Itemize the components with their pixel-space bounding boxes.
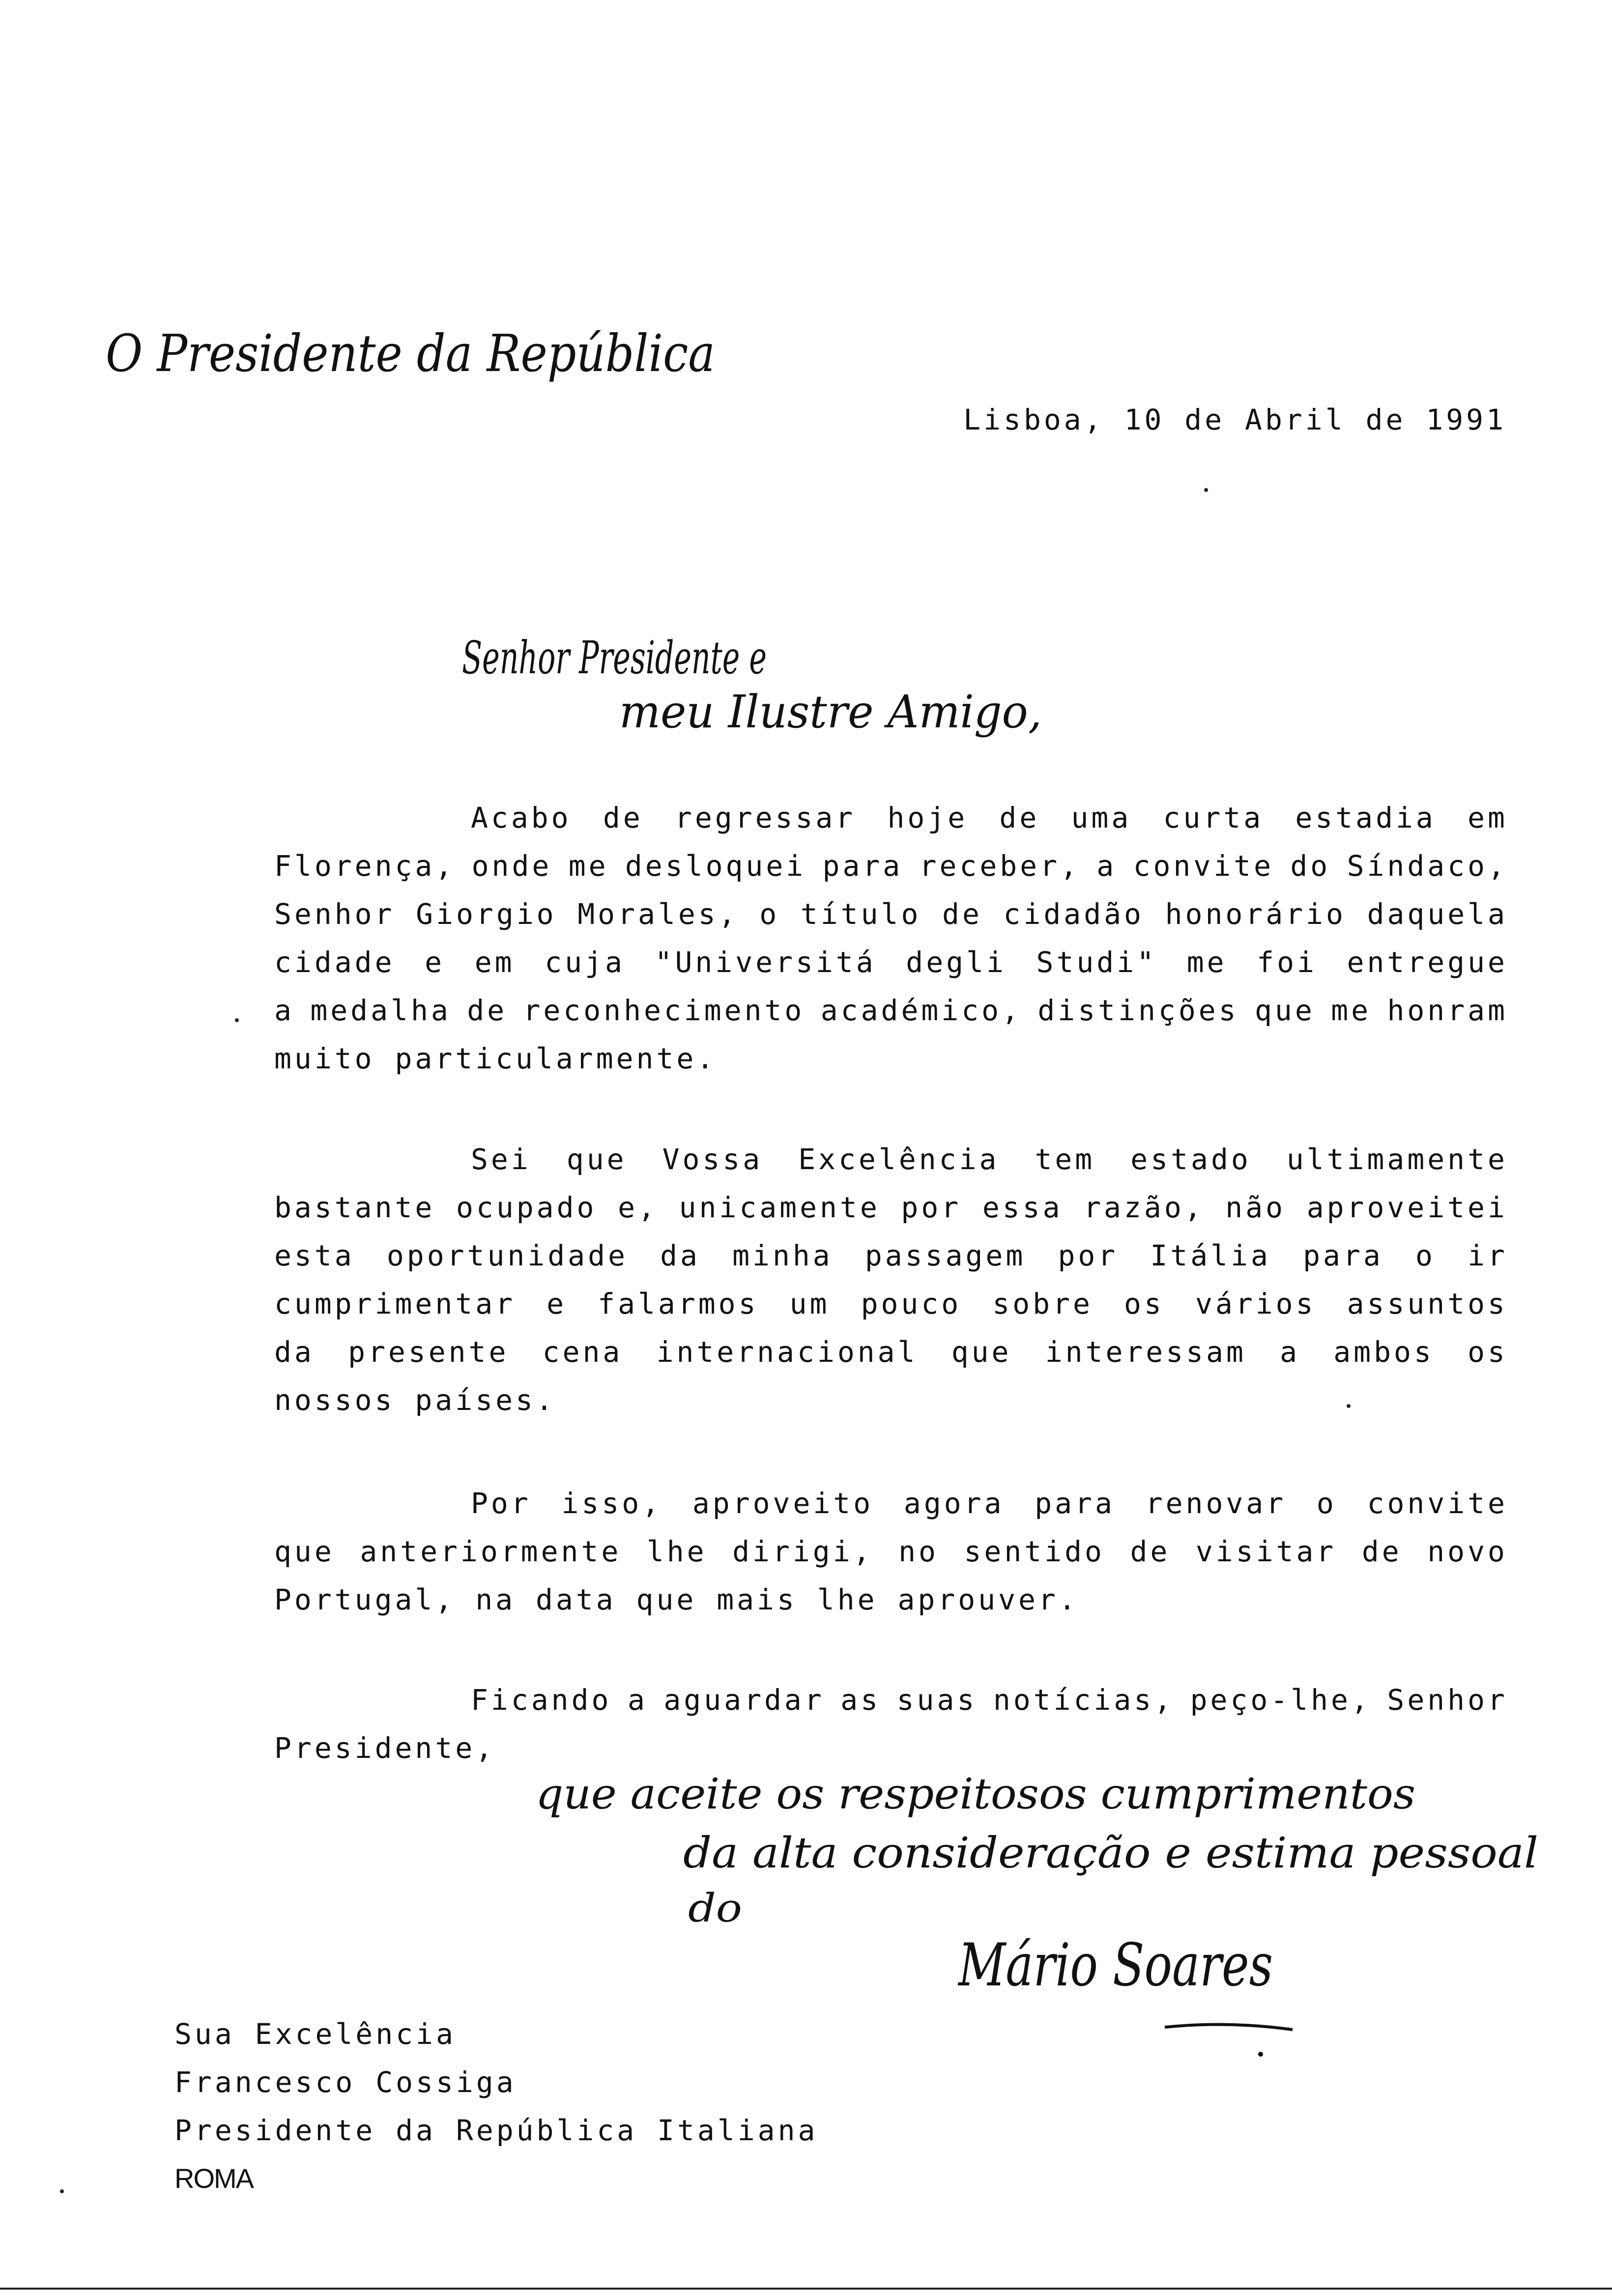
word: que: [951, 1335, 1012, 1369]
word: de: [942, 897, 982, 931]
word: passagem: [864, 1239, 1026, 1272]
word: honram: [1387, 994, 1508, 1027]
word: cumprimentar: [274, 1287, 516, 1320]
word: renovar: [1145, 1487, 1287, 1520]
word: hoje: [887, 801, 968, 834]
word: os: [1468, 1335, 1508, 1369]
addressee-name: Francesco Cossiga: [174, 2066, 517, 2099]
paragraph-line: muito particularmente.: [274, 1042, 717, 1075]
word: regressar: [674, 801, 856, 834]
word: distinções: [1037, 994, 1239, 1027]
word: de: [467, 994, 508, 1027]
word: foi: [1257, 946, 1317, 979]
word: visitar: [1195, 1535, 1337, 1568]
closing-line-2: da alta consideração e estima pessoal: [683, 1829, 1538, 1878]
word: honorário: [1165, 897, 1346, 931]
word: e: [547, 1287, 567, 1320]
salutation-line-1: Senhor Presidente e: [462, 631, 767, 684]
word: Ficando: [471, 1683, 612, 1717]
word: esta: [274, 1239, 355, 1272]
word: me: [1186, 946, 1227, 979]
word: interessam: [1045, 1335, 1246, 1369]
word: uma: [1071, 801, 1132, 834]
word: estado: [1130, 1143, 1251, 1176]
word: e: [425, 946, 445, 979]
word: entregue: [1347, 946, 1508, 979]
letter-date: Lisboa, 10 de Abril de 1991: [963, 403, 1506, 436]
word: dirigi,: [732, 1535, 873, 1568]
word: Por: [471, 1487, 531, 1520]
word: de: [999, 801, 1040, 834]
paragraph-line: [274, 1676, 1508, 1724]
word: Itália: [1150, 1239, 1271, 1272]
word: medalha: [310, 994, 451, 1027]
word: ultimamente: [1286, 1143, 1508, 1176]
speck: [1204, 488, 1208, 492]
word: internacional: [656, 1335, 918, 1369]
paragraph-line: [274, 1527, 1508, 1576]
word: Morales,: [577, 897, 739, 931]
word: sobre: [992, 1287, 1093, 1320]
word: me: [568, 849, 609, 883]
word: Síndaco,: [1347, 849, 1508, 883]
closing-line-3: do: [688, 1885, 742, 1931]
word: minha: [732, 1239, 833, 1272]
word: cidade: [274, 946, 395, 979]
word: me: [1331, 994, 1372, 1027]
word: ocupado: [456, 1191, 597, 1224]
word: a: [1096, 849, 1117, 883]
word: estadia: [1295, 801, 1436, 834]
word: por: [1058, 1239, 1119, 1272]
signature-text: Mário Soares: [957, 1931, 1273, 2000]
word: da: [660, 1239, 700, 1272]
word: notícias,: [993, 1683, 1175, 1717]
word: isso,: [561, 1487, 662, 1520]
word: suas: [896, 1683, 978, 1717]
word: o: [1316, 1487, 1337, 1520]
word: o: [1415, 1239, 1436, 1272]
word: falarmos: [598, 1287, 759, 1320]
letterhead-text: O Presidente da República: [106, 323, 715, 383]
addressee-honorific: Sua Excelência: [174, 2017, 456, 2051]
word: onde: [471, 849, 552, 883]
word: bastante: [274, 1191, 435, 1224]
word: sentido: [964, 1535, 1105, 1568]
word: assuntos: [1347, 1287, 1508, 1320]
word: agora: [903, 1487, 1005, 1520]
word: essa: [982, 1191, 1063, 1224]
signature-dot: [1258, 2052, 1263, 2057]
signature-underline: [1165, 2025, 1293, 2030]
word: em: [1468, 801, 1508, 834]
page-bottom-edge: [0, 2288, 1612, 2290]
word: aguardar: [663, 1683, 825, 1717]
word: aproveitei: [1306, 1191, 1508, 1224]
word: a: [1280, 1335, 1300, 1369]
addressee-title: Presidente da República Italiana: [174, 2114, 818, 2147]
word: Excelência: [798, 1143, 1000, 1176]
paragraph-line: [274, 1135, 1508, 1183]
speck: [235, 1018, 239, 1022]
word: para: [1035, 1487, 1115, 1520]
word: unicamente: [679, 1191, 880, 1224]
paragraph-line: [274, 1232, 1508, 1280]
paragraph-line: [274, 986, 1508, 1034]
word: Vossa: [662, 1143, 763, 1176]
paragraph-line: nossos países.: [274, 1383, 556, 1417]
word: cuja: [545, 946, 625, 979]
paragraph-line: [274, 1479, 1508, 1527]
word: degli: [906, 946, 1007, 979]
speck: [1347, 1404, 1351, 1408]
signature: [953, 1907, 1342, 2064]
word: daquela: [1367, 897, 1508, 931]
paragraph-line: [274, 794, 1508, 842]
word: não: [1225, 1191, 1286, 1224]
word: convite: [1367, 1487, 1508, 1520]
word: por: [901, 1191, 962, 1224]
word: oportunidade: [386, 1239, 628, 1272]
word: da: [274, 1335, 315, 1369]
word: a: [274, 994, 294, 1027]
paragraph-line: [274, 1328, 1508, 1376]
word: no: [898, 1535, 939, 1568]
word: ambos: [1333, 1335, 1434, 1369]
paragraph-1: [274, 794, 1508, 1083]
word: Senhor: [274, 897, 395, 931]
word: de: [1130, 1535, 1171, 1568]
paragraph-3: [274, 1479, 1508, 1624]
paragraph-2: [274, 1135, 1508, 1424]
word: tem: [1035, 1143, 1095, 1176]
word: desloquei: [625, 849, 806, 883]
word: cena: [542, 1335, 623, 1369]
word: o: [759, 897, 780, 931]
addressee-block: [174, 2010, 818, 2203]
word: Sei: [471, 1143, 531, 1176]
word: receber,: [919, 849, 1080, 883]
word: peço-lhe,: [1190, 1683, 1371, 1717]
word: cidadão: [1003, 897, 1144, 931]
word: convite: [1133, 849, 1274, 883]
word: de: [1361, 1535, 1402, 1568]
paragraph-line: [274, 890, 1508, 938]
word: e,: [618, 1191, 658, 1224]
word: Senhor: [1387, 1683, 1508, 1717]
word: lhe: [646, 1535, 707, 1568]
word: que: [1255, 994, 1315, 1027]
word: razão,: [1084, 1191, 1205, 1224]
addressee-city: ROMA: [174, 2163, 253, 2194]
paragraph-line: [274, 1280, 1508, 1328]
word: Studi": [1036, 946, 1157, 979]
word: pouco: [861, 1287, 962, 1320]
word: académico,: [820, 994, 1022, 1027]
word: para: [822, 849, 903, 883]
word: Acabo: [471, 801, 572, 834]
word: Giorgio: [416, 897, 557, 931]
word: Florença,: [274, 849, 456, 883]
paragraph-line: Portugal, na data que mais lhe aprouver.: [274, 1583, 1079, 1616]
letterhead: [106, 319, 720, 393]
word: "Universitá: [655, 946, 876, 979]
word: curta: [1163, 801, 1264, 834]
word: anteriormente: [360, 1535, 622, 1568]
word: novo: [1427, 1535, 1508, 1568]
paragraph-line: Presidente,: [274, 1731, 496, 1765]
word: de: [603, 801, 643, 834]
salutation-line-2: meu Ilustre Amigo,: [619, 686, 1042, 738]
speck: [60, 2189, 64, 2193]
word: em: [474, 946, 515, 979]
word: aproveito: [692, 1487, 874, 1520]
word: vários: [1195, 1287, 1316, 1320]
word: que: [566, 1143, 627, 1176]
letterhead-script: [106, 319, 720, 393]
paragraph-line: [274, 938, 1508, 986]
word: para: [1303, 1239, 1383, 1272]
word: do: [1290, 849, 1331, 883]
word: ir: [1468, 1239, 1508, 1272]
word: presente: [348, 1335, 509, 1369]
paragraph-line: [274, 842, 1508, 890]
paragraph-line: [274, 1183, 1508, 1232]
closing-line-1: que aceite os respeitosos cumprimentos: [536, 1770, 1415, 1819]
word: um: [789, 1287, 830, 1320]
word: que: [274, 1535, 335, 1568]
word: as: [840, 1683, 881, 1717]
word: título: [800, 897, 921, 931]
word: os: [1124, 1287, 1164, 1320]
word: a: [627, 1683, 648, 1717]
word: reconhecimento: [523, 994, 805, 1027]
handwritten-salutation: [457, 619, 1071, 747]
